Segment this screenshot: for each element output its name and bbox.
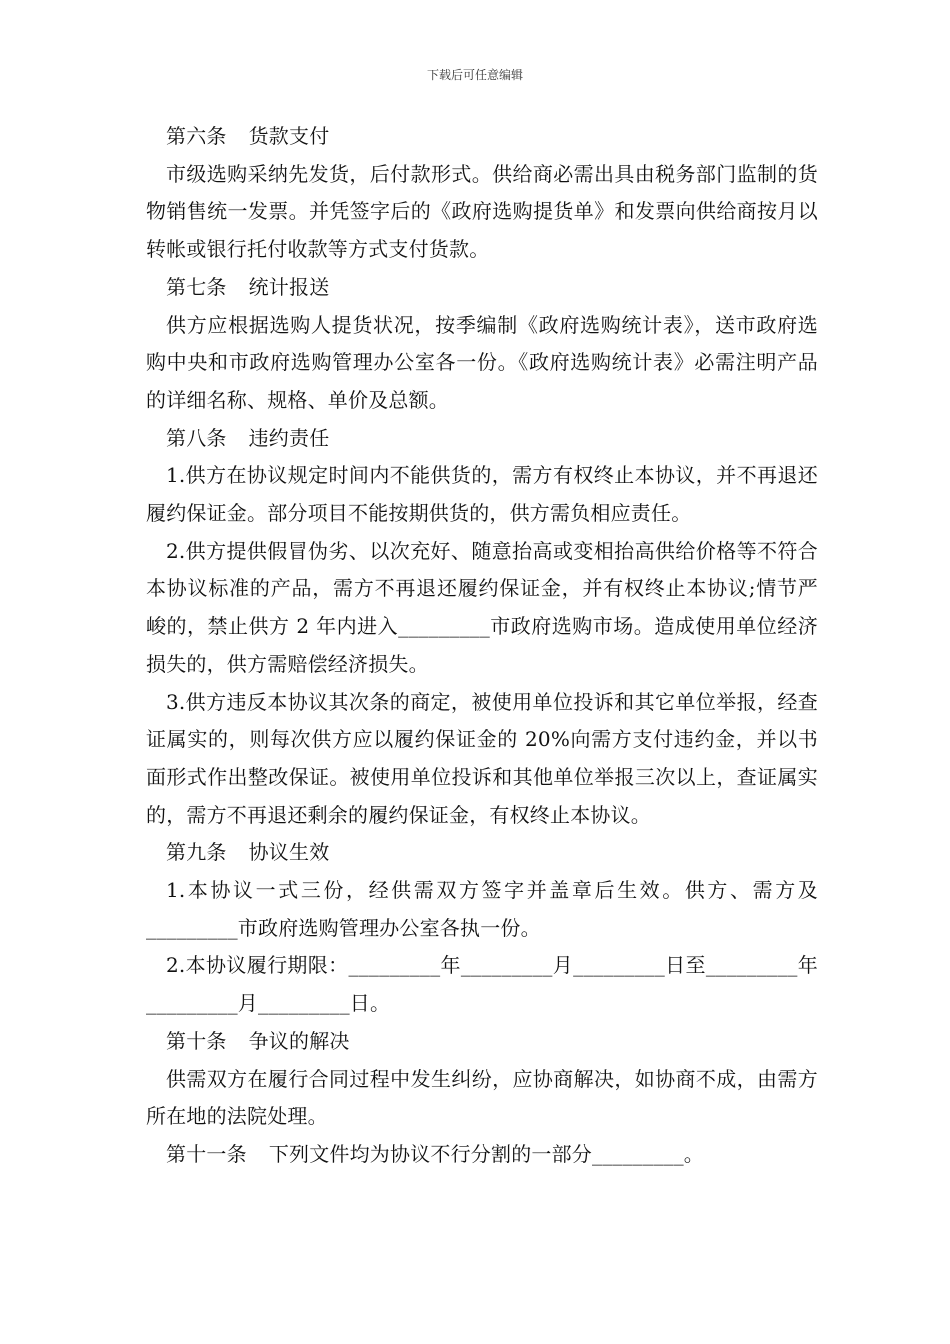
paragraph: 供需双方在履行合同过程中发生纠纷，应协商解决，如协商不成，由需方所在地的法院处理。 — [146, 1066, 818, 1129]
page-header: 下载后可任意编辑 — [426, 68, 523, 82]
paragraph: 3.供方违反本协议其次条的商定，被使用单位投诉和其它单位举报，经查证属实的，则每次供方应以履约保证金的 20%向需方支付违约金，并以书面形式作出整改保证。被使用单位投诉和其他单位举报三次以上，查证属实的，需方不再退还剩余的履约保证金，有权终止本协议。 — [146, 689, 818, 827]
section-title: 货款支付 — [248, 124, 330, 148]
section-heading — [146, 1023, 818, 1061]
section-heading — [146, 420, 818, 458]
paragraph: 1.供方在协议规定时间内不能供货的，需方有权终止本协议，并不再退还履约保证金。部分项目不能按期供货的，供方需负相应责任。 — [146, 463, 818, 526]
section-title: 争议的解决 — [248, 1028, 350, 1053]
paragraph: 市级选购采纳先发货，后付款形式。供给商必需出具由税务部门监制的货物销售统一发票。并凭签字后的《政府选购提货单》和发票向供给商按月以转帐或银行托付收款等方式支付货款。 — [146, 161, 818, 262]
section-number: 第七条 — [166, 274, 227, 299]
section-number: 第九条 — [166, 840, 227, 865]
paragraph: 2.本协议履行期限：_________年_________月_________日至_________年_________月_________日。 — [146, 953, 818, 1016]
paragraph: 2.供方提供假冒伪劣、以次充好、随意抬高或变相抬高供给价格等不符合本协议标准的产品，需方不再退还履约保证金，并有权终止本协议;情节严峻的，禁止供方 2 年内进入_________市政府选购市场。造成使用单位经济损失的，供方需赔偿经济损失。 — [146, 538, 818, 676]
section-heading — [146, 834, 818, 872]
section-number: 第十条 — [166, 1028, 227, 1053]
section-title: 统计报送 — [248, 274, 330, 299]
paragraph: 1.本协议一式三份，经供需双方签字并盖章后生效。供方、需方及_________市政府选购管理办公室各执一份。 — [146, 878, 818, 940]
document-body — [146, 118, 818, 1174]
section-number: 第十一条 — [166, 1141, 247, 1166]
section-title: 违约责任 — [248, 425, 330, 450]
section-heading — [146, 269, 818, 307]
section-heading — [146, 1136, 818, 1174]
section-number: 第六条 — [166, 124, 227, 148]
section-heading — [146, 118, 818, 156]
section-number: 第八条 — [166, 425, 227, 450]
section-title: 下列文件均为协议不行分割的一部分_________。 — [268, 1141, 705, 1166]
section-title: 协议生效 — [248, 840, 330, 865]
paragraph: 供方应根据选购人提货状况，按季编制《政府选购统计表》，送市政府选购中央和市政府选购管理办公室各一份。《政府选购统计表》必需注明产品的详细名称、规格、单价及总额。 — [146, 312, 818, 412]
